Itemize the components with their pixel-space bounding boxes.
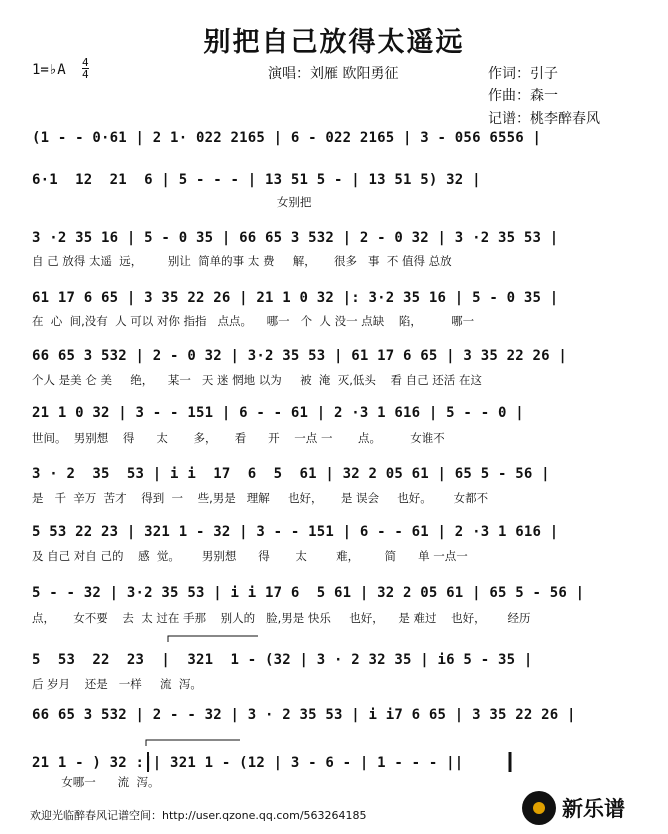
score-line-12-notes: 21 1 - ) 32 :|| 321 1 - (12 | 3 - 6 - | 1 - - - || bbox=[32, 755, 464, 771]
score-line-1-notes: (1 - - 0·61 | 2 1· 022 2165 | 6 - 022 2165 | 3 - 056 6556 | bbox=[32, 130, 542, 146]
score-line-4-notes: 61 17 6 65 | 3 35 22 26 | 21 1 0 32 |: 3·2 35 16 | 5 - 0 35 | bbox=[32, 290, 559, 306]
score-line-4-lyrics: 在 心 间,没有 人 可以 对你 指指 点点。 哪一 个 人 没一 点缺 陷， 哪一 bbox=[32, 314, 475, 328]
score-line-3-notes: 3 ·2 35 16 | 5 - 0 35 | 66 65 3 532 | 2 - 0 32 | 3 ·2 35 53 | bbox=[32, 230, 559, 246]
score-line-5-lyrics: 个人 是美 仑 美 绝， 某一 天 迷 惘地 以为 被 淹 灭,低头 看 自己 还活 在这 bbox=[32, 373, 482, 387]
site-logo bbox=[522, 789, 662, 827]
score-line-11-notes: 66 65 3 532 | 2 - - 32 | 3 · 2 35 53 | i i7 6 65 | 3 35 22 26 | bbox=[32, 707, 576, 723]
lyricist-credit: 作词：引子 bbox=[488, 66, 558, 82]
footer-credit: 欢迎光临醉春风记谱空间：http://user.qzone.qq.com/563264185 bbox=[30, 809, 367, 822]
score-line-7-notes: 3 · 2 35 53 | i i 17 6 5 61 | 32 2 05 61 | 65 5 - 56 | bbox=[32, 466, 550, 482]
score-line-12-lyrics: 女哪一 流 泻。 bbox=[32, 775, 160, 789]
page-title: 别把自己放得太遥远 bbox=[203, 27, 465, 58]
score-line-3-lyrics: 自 己 放得 太遥 远， 别让 简单的事 太 费 解， 很多 事 不 值得 总放 bbox=[32, 254, 452, 268]
score-line-5-notes: 66 65 3 532 | 2 - 0 32 | 3·2 35 53 | 61 17 6 65 | 3 35 22 26 | bbox=[32, 348, 567, 364]
score-line-8-notes: 5 53 22 23 | 321 1 - 32 | 3 - - 151 | 6 - - 61 | 2 ·3 1 616 | bbox=[32, 524, 559, 540]
first-ending-bracket bbox=[168, 636, 258, 642]
score-line-2-lyrics: 女别把 bbox=[32, 195, 312, 209]
composer-credit: 作曲：森一 bbox=[488, 88, 558, 104]
second-ending-bracket bbox=[146, 740, 240, 746]
score-line-2-notes: 6·1 12 21 6 | 5 - - - | 13 51 5 - | 13 51 5) 32 | bbox=[32, 172, 481, 188]
transcriber-credit: 记谱：桃李醉春风 bbox=[488, 111, 600, 127]
score-line-8-lyrics: 及 自己 对自 己的 感 觉。 男别想 得 太 难， 简 单 一点一 bbox=[32, 549, 468, 563]
score-line-6-notes: 21 1 0 32 | 3 - - 151 | 6 - - 61 | 2 ·3 1 616 | 5 - - 0 | bbox=[32, 405, 524, 421]
score-line-6-lyrics: 世间。 男别想 得 太 多， 看 开 一点 一 点。 女谁不 bbox=[32, 431, 445, 445]
score-line-10-notes: 5 53 22 23 | 321 1 - (32 | 3 · 2 32 35 | i6 5 - 35 | bbox=[32, 652, 533, 668]
score-line-9-notes: 5 - - 32 | 3·2 35 53 | i i 17 6 5 61 | 32 2 05 61 | 65 5 - 56 | bbox=[32, 585, 585, 601]
score-line-7-lyrics: 是 千 辛万 苦才 得到 一 些,男是 理解 也好， 是 误会 也好。 女都不 bbox=[32, 491, 489, 505]
meter-top: 4 bbox=[82, 56, 89, 69]
logo-text: 新乐谱 bbox=[562, 797, 625, 821]
score-line-9-lyrics: 点， 女不要 去 太 过在 手那 别人的 脸,男是 快乐 也好， 是 难过 也好， 经历 bbox=[32, 611, 531, 625]
singers-credit: 演唱：刘雁 欧阳勇征 bbox=[268, 66, 399, 82]
meter-bottom: 4 bbox=[82, 68, 89, 81]
score-line-10-lyrics: 后 岁月 还是 一样 流 泻。 bbox=[32, 677, 202, 691]
music-disc-icon bbox=[522, 791, 556, 825]
key-signature: 1=♭A bbox=[32, 62, 66, 78]
